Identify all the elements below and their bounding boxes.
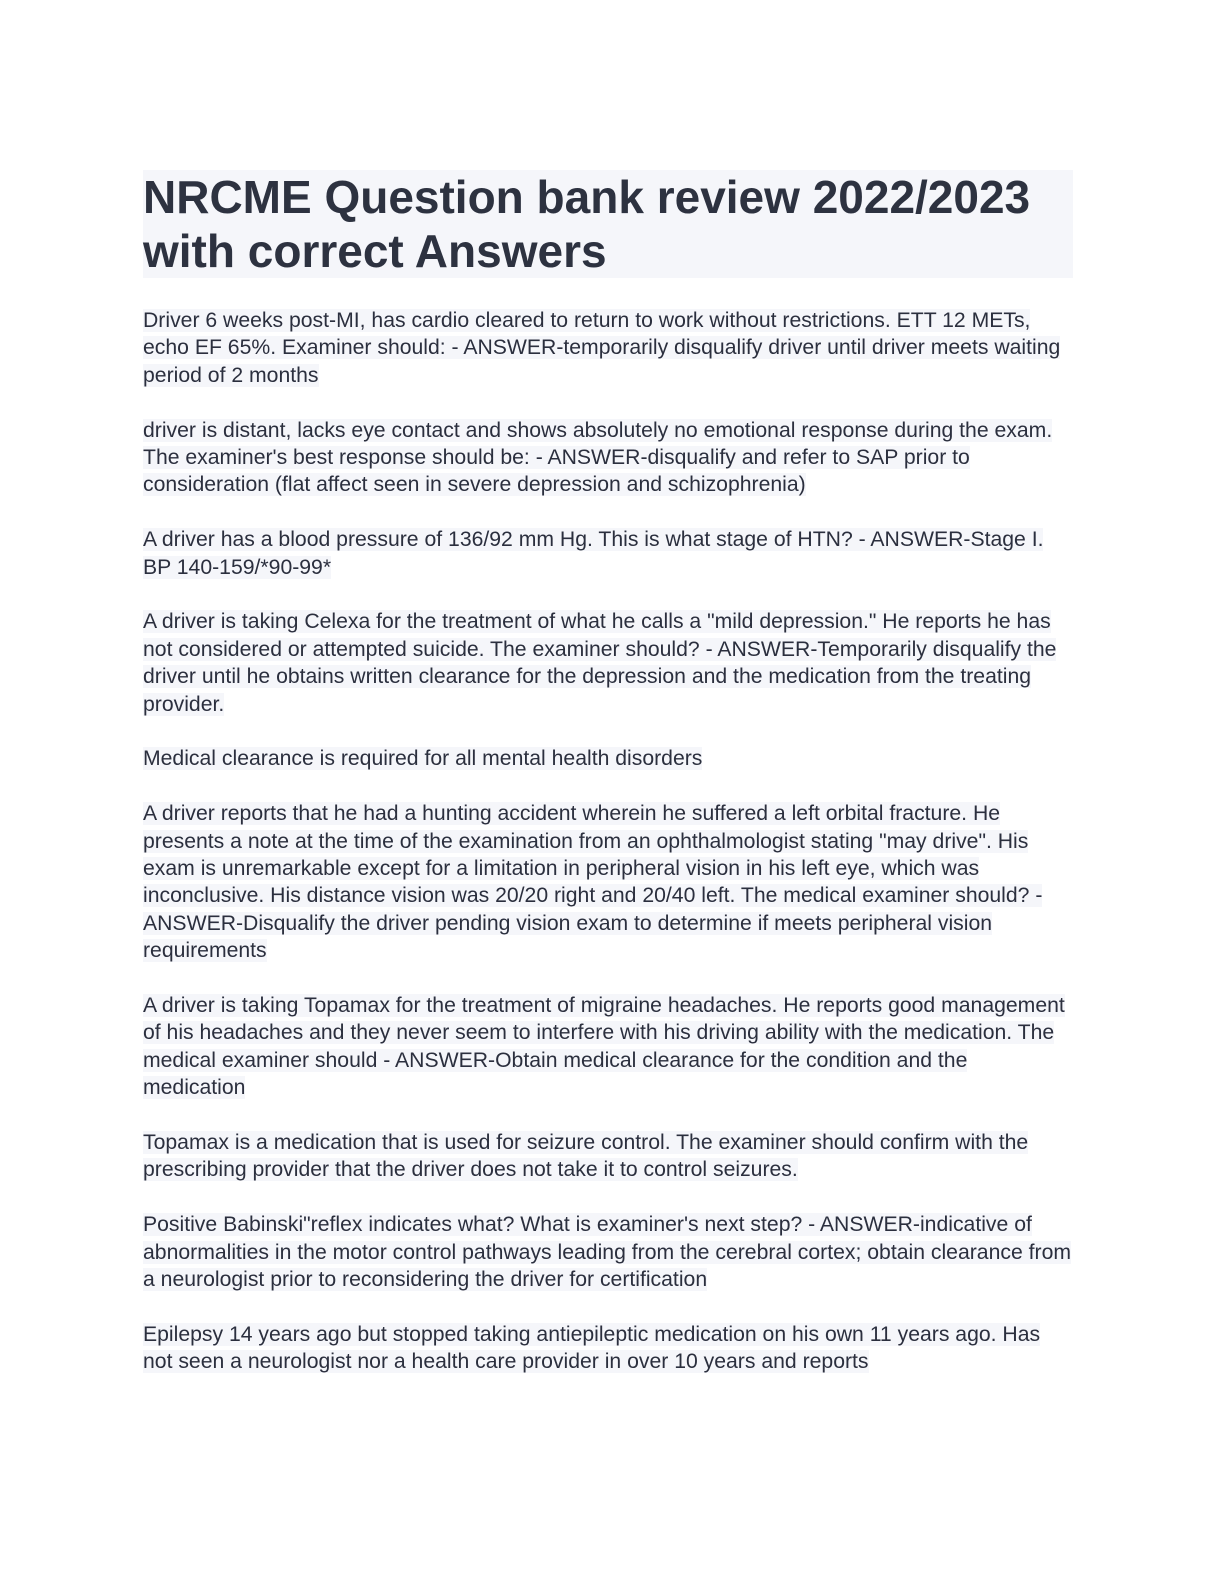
paragraph-text: A driver has a blood pressure of 136/92 mm Hg. This is what stage of HTN? - ANSWER-Stage I. BP 140-159/*90-99* xyxy=(143,528,1044,579)
paragraph-text: Driver 6 weeks post-MI, has cardio cleared to return to work without restrictions. ETT 12 METs, echo EF 65%. Examiner should: - ANSWER-temporarily disqualify driver until driver meets waiting period of 2 months xyxy=(143,309,1061,387)
question-answer-paragraph xyxy=(143,526,1073,581)
title-line-1: NRCME Question bank review 2022/2023 xyxy=(143,171,1031,223)
paragraph-text: Medical clearance is required for all mental health disorders xyxy=(143,747,703,771)
paragraph-text: driver is distant, lacks eye contact and shows absolutely no emotional response during the exam. The examiner's best response should be: - ANSWER-disqualify and refer to SAP prior to consideration (flat affect seen in severe depression and schizophrenia) xyxy=(143,418,1053,497)
question-answer-paragraph xyxy=(143,608,1073,718)
document-page xyxy=(143,170,1073,1403)
question-answer-paragraph xyxy=(143,1321,1073,1376)
question-answer-paragraph xyxy=(143,1211,1073,1293)
explanation-paragraph xyxy=(143,1129,1073,1184)
question-answer-paragraph xyxy=(143,417,1073,499)
paragraph-text: Topamax is a medication that is used for seizure control. The examiner should confirm with the prescribing provider that the driver does not take it to control seizures. xyxy=(143,1131,1029,1182)
explanation-paragraph xyxy=(143,745,1073,772)
question-answer-paragraph xyxy=(143,992,1073,1102)
question-answer-paragraph xyxy=(143,307,1073,389)
document-title xyxy=(143,170,1073,278)
question-list xyxy=(143,307,1073,1376)
paragraph-text: A driver is taking Celexa for the treatment of what he calls a "mild depression." He reports he has not considered or attempted suicide. The examiner should? - ANSWER-Temporarily disqualify the driver until he obtains written clearance for the depression and the medication from the treating provider. xyxy=(143,610,1057,716)
paragraph-text: Positive Babinski"reflex indicates what? What is examiner's next step? - ANSWER-indicative of abnormalities in the motor control pathways leading from the cerebral cortex; obtain clearance from a neurologist prior to reconsidering the driver for certification xyxy=(143,1213,1071,1292)
title-line-2: with correct Answers xyxy=(143,225,607,277)
paragraph-text: A driver is taking Topamax for the treatment of migraine headaches. He reports good management of his headaches and they never seem to interfere with his driving ability with the medication. The medical examiner should - ANSWER-Obtain medical clearance for the condition and the medication xyxy=(143,994,1065,1100)
question-answer-paragraph xyxy=(143,800,1073,964)
paragraph-text: A driver reports that he had a hunting accident wherein he suffered a left orbital fracture. He presents a note at the time of the examination from an ophthalmologist stating "may drive". His exam is unremarkable except for a limitation in peripheral vision in his left eye, which was inconclusive. His distance vision was 20/20 right and 20/40 left. The medical examiner should? - ANSWER-Disqualify the driver pending vision exam to determine if meets peripheral vision requirements xyxy=(143,802,1043,963)
paragraph-text: Epilepsy 14 years ago but stopped taking antiepileptic medication on his own 11 years ago. Has not seen a neurologist nor a health care provider in over 10 years and reports xyxy=(143,1322,1041,1374)
